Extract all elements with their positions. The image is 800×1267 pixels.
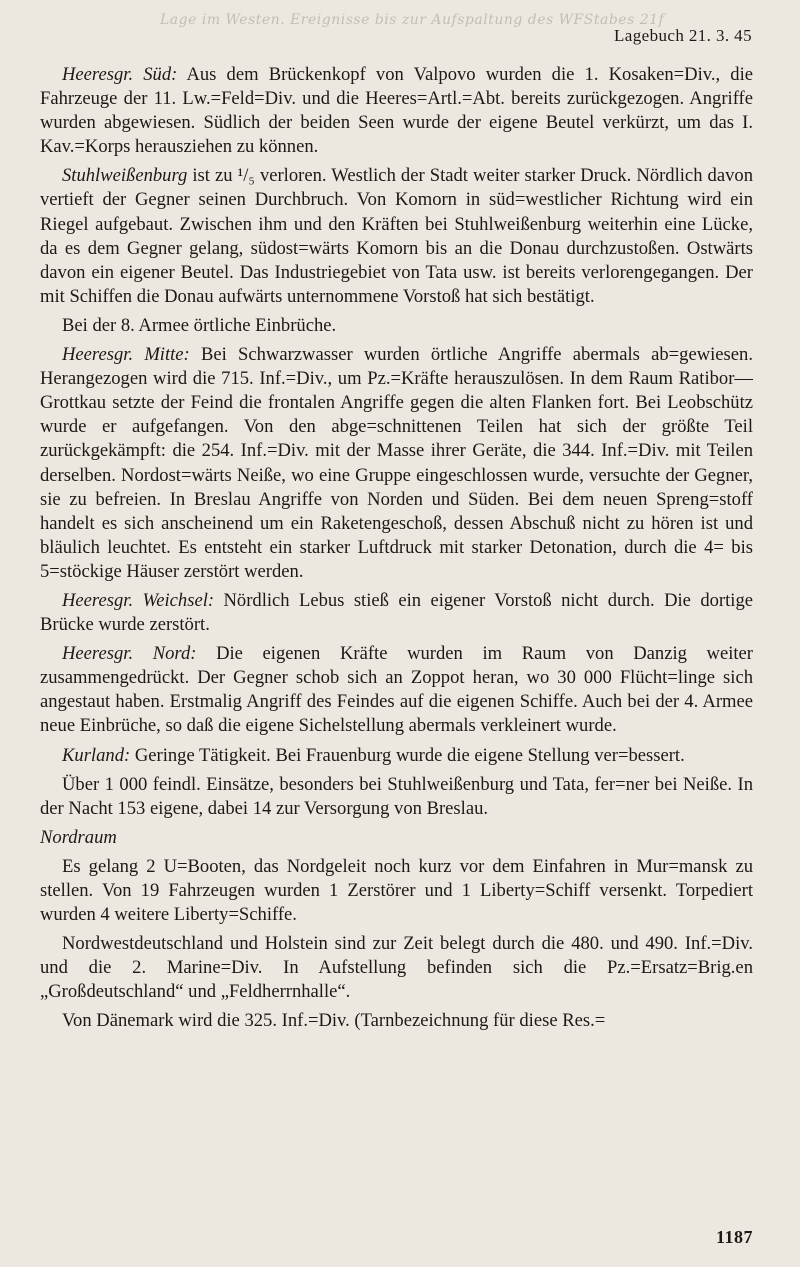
paragraph [40, 63, 753, 159]
paragraph-text: Über 1 000 feindl. Einsätze, besonders bei Stuhlweißenburg und Tata, fer=ner bei Neiße. In der Nacht 153 eigene, dabei 14 zur Versorgung von Breslau. [40, 773, 753, 819]
paragraph-label: Heeresgr. Süd: [62, 64, 178, 85]
running-head: Lagebuch 21. 3. 45 [614, 26, 752, 45]
paragraph [40, 773, 753, 821]
paragraph-label: Heeresgr. Mitte: [62, 344, 190, 366]
paragraph-text: ist zu ¹/₅ verloren. Westlich der Stadt weiter starker Druck. Nördlich davon vertieft der Gegner seinen Durchbruch. Von Komorn in süd=westlicher Richtung wird ein Riegel aufgebaut. Zwischen ihm und den Kräften bei Stuhlweißenburg weiterhin eine Lücke, da es dem Gegner gelang, südost=wärts Komorn bis an die Donau durchzustoßen. Ostwärts davon ein eigener Beutel. Das Industriegebiet von Tata usw. ist bereits verlorengegangen. Der mit Schiffen die Donau aufwärts unternommene Vorstoß hat sich bestätigt. [40, 165, 753, 307]
page-number: 1187 [715, 1227, 753, 1247]
paragraph-label: Heeresgr. Weichsel: [62, 589, 215, 611]
paragraph-label: Nordraum [40, 826, 117, 848]
paragraph [40, 855, 753, 927]
paragraph-text: Die eigenen Kräfte wurden im Raum von Danzig weiter zusammengedrückt. Der Gegner schob sich an Zoppot heran, wo 30 000 Flücht=linge sich angestaut haben. Erstmalig Angriff des Feindes auf die eigenen Schiffe. Auch bei der 4. Armee neue Einbrüche, so daß die eigene Sichelstellung abermals verkleinert wurde. [40, 643, 753, 737]
paragraph-text: Nordwestdeutschland und Holstein sind zur Zeit belegt durch die 480. und 490. Inf.=Div. und die 2. Marine=Div. In Aufstellung befinden sich die Pz.=Ersatz=Brig.en „Großdeutschland“ und „Feldherrnhalle“. [40, 933, 753, 1003]
paragraph-text: Bei Schwarzwasser wurden örtliche Angriffe abermals ab=gewiesen. Herangezogen wird die 715. Inf.=Div., um Pz.=Kräfte herauszulösen. In dem Raum Ratibor—Grottkau setzte der Feind die frontalen Angriffe gegen die alten Flanken fort. Bei Leobschütz wurde er aufgefangen. Von den abge=schnittenen Teilen hat sich der größte Teil zurückgekämpft: die 254. Inf.=Div. mit der Masse ihrer Geräte, die 344. Inf.=Div. mit Teilen derselben. Nordost=wärts Neiße, wo eine Gruppe eingeschlossen wurde, versuchte der Gegner, sie zu befreien. In Breslau Angriffe von Norden und Süden. Bei dem neuen Spreng=stoff handelt es sich anscheinend um ein Raketengeschoß, dessen Abschuß nicht zu hören ist und bläulich leuchtet. Es entsteht ein starker Luftdruck mit starker Detonation, durch die 4= bis 5=stöckige Häuser zerstört werden. [40, 344, 753, 582]
section-heading [40, 826, 753, 850]
paragraph-text: Nördlich Lebus stieß ein eigener Vorstoß nicht durch. Die dortige Brücke wurde zerstört. [40, 589, 753, 636]
paragraph [40, 314, 753, 338]
paragraph [40, 744, 753, 768]
paragraph [40, 642, 753, 738]
paragraph-text: Es gelang 2 U=Booten, das Nordgeleit noch kurz vor dem Einfahren in Mur=mansk zu stellen. Von 19 Fahrzeugen wurden 1 Zerstörer und 1 Liberty=Schiff versenkt. Torpediert wurden 4 weitere Liberty=Schiffe. [40, 855, 753, 926]
paragraph-label: Heeresgr. Nord: [62, 643, 197, 665]
paragraph-label: Kurland: [62, 744, 131, 766]
body-text [40, 63, 753, 1039]
paragraph-text: Aus dem Brückenkopf von Valpovo wurden die 1. Kosaken=Div., die Fahrzeuge der 11. Lw.=Feld=Div. und die Heeres=Artl.=Abt. bereits zurückgezogen. Angriffe wurden abgewiesen. Südlich der beiden Seen wurde der eigene Beutel verkürzt, um das I. Kav.=Korps herausziehen zu können. [40, 64, 753, 158]
bleed-through-text: Lage im Westen. Ereignisse bis zur Aufspaltung des WFStabes 21f [160, 12, 665, 28]
paragraph [40, 343, 753, 584]
paragraph [40, 589, 753, 637]
paragraph-text: Von Dänemark wird die 325. Inf.=Div. (Tarnbezeichnung für diese Res.= [62, 1010, 606, 1032]
paragraph [40, 164, 753, 309]
paragraph [40, 932, 753, 1004]
paragraph-label: Stuhlweißenburg [62, 165, 188, 187]
paragraph-text: Geringe Tätigkeit. Bei Frauenburg wurde die eigene Stellung ver=bessert. [130, 744, 685, 766]
paragraph-text: Bei der 8. Armee örtliche Einbrüche. [62, 314, 337, 336]
paragraph [40, 1009, 753, 1033]
